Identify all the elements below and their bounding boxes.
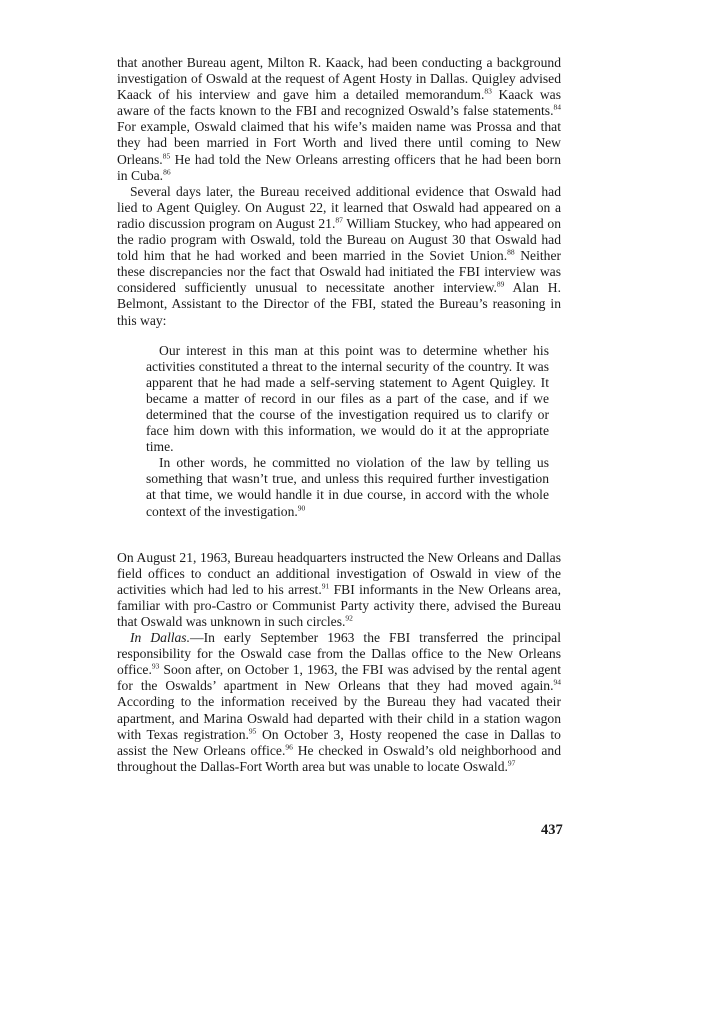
footnote-marker: 96 bbox=[285, 742, 293, 752]
block-quote bbox=[146, 343, 549, 520]
body-paragraph bbox=[117, 630, 561, 775]
footnote-marker: 89 bbox=[496, 279, 505, 289]
text-run: Our interest in this man at this point was to determine whether his activities constituted a threat to the internal security of the country. It was apparent that he had made a self-serving statement to Agent Quigley. It became a matter of record in our files as a part of the case, and if we determined that the course of the investigation required us to clarify or face him down with this information, we would do it at the appropriate time. bbox=[146, 342, 549, 455]
footnote-marker: 84 bbox=[553, 102, 561, 112]
footnote-marker: 95 bbox=[248, 726, 257, 736]
footnote-marker: 91 bbox=[321, 581, 330, 591]
text-run: In other words, he committed no violation of the law by telling us something that wasn’t true, and unless this required further investigation at that time, we would handle it in due course, in accord with the whole context of the investigation. bbox=[146, 455, 549, 519]
section-heading-inline: In Dallas. bbox=[130, 630, 190, 646]
body-paragraph bbox=[117, 550, 561, 630]
text-run: On August 21, 1963, Bureau headquarters instructed the New Orleans and Dallas field offices to conduct an additional investigation of Oswald in view of the activities which had led to his arrest. bbox=[117, 549, 561, 597]
page-number: 437 bbox=[541, 822, 563, 838]
text-run: On October 3, Hosty reopened the case in Dallas to assist the New Orleans office. bbox=[117, 726, 561, 758]
quote-paragraph bbox=[146, 343, 549, 456]
text-run: Neither these discrepancies nor the fact that Oswald had initiated the FBI interview was considered sufficiently unusual to necessitate another interview. bbox=[117, 248, 561, 296]
footnote-marker: 90 bbox=[297, 503, 306, 512]
footnote-marker: 85 bbox=[162, 151, 171, 161]
text-run: He had told the New Orleans arresting officers that he had been born in Cuba. bbox=[117, 151, 561, 183]
text-run: According to the information received by the Bureau they had vacated their apartment, and Marina Oswald had departed with their child in a station wagon with Texas registration. bbox=[117, 694, 561, 742]
text-run: Alan H. Belmont, Assistant to the Director of the FBI, stated the Bureau’s reasoning in this way: bbox=[117, 280, 561, 328]
text-run: Kaack was aware of the facts known to the FBI and recognized Oswald’s false statements. bbox=[117, 87, 562, 119]
body-paragraph bbox=[117, 184, 561, 329]
footnote-marker: 94 bbox=[553, 677, 561, 687]
footnote-marker: 92 bbox=[345, 613, 353, 623]
text-run: that another Bureau agent, Milton R. Kaack, had been conducting a background investigation of Oswald at the request of Agent Hosty in Dallas. Quigley advised Kaack of his interview and gave him a detailed memorandum. bbox=[117, 55, 561, 103]
quote-paragraph bbox=[146, 455, 549, 519]
text-run: FBI informants in the New Orleans area, familiar with pro-Castro or Communist Party activity there, advised the Bureau that Oswald was unknown in such circles. bbox=[117, 581, 561, 629]
text-run: William Stuckey, who had appeared on the radio program with Oswald, told the Bureau on August 30 that Oswald had told him that he had worked and been married in the Soviet Union. bbox=[117, 215, 562, 264]
text-run: For example, Oswald claimed that his wife’s maiden name was Prossa and that they had been married in Fort Worth and lived there until coming to New Orleans. bbox=[117, 119, 561, 167]
text-run: Several days later, the Bureau received additional evidence that Oswald had lied to Agent Quigley. On August 22, it learned that Oswald had appeared on a radio discussion program on August 21. bbox=[117, 183, 561, 231]
body-paragraph bbox=[117, 55, 561, 184]
text-run: He checked in Oswald’s old neighborhood and throughout the Dallas-Fort Worth area but was unable to locate Oswald. bbox=[117, 742, 561, 774]
footnote-marker: 88 bbox=[507, 247, 515, 257]
footnote-marker: 87 bbox=[335, 215, 343, 225]
document-page bbox=[117, 55, 561, 775]
text-run: Soon after, on October 1, 1963, the FBI was advised by the rental agent for the Oswalds’ apartment in New Orleans that they had moved again. bbox=[117, 662, 561, 694]
footnote-marker: 83 bbox=[484, 86, 492, 96]
footnote-marker: 93 bbox=[151, 661, 160, 671]
footnote-marker: 97 bbox=[507, 758, 516, 768]
footnote-marker: 86 bbox=[163, 167, 171, 177]
text-run: —In early September 1963 the FBI transferred the principal responsibility for the Oswald case from the Dallas office to the New Orleans office. bbox=[117, 630, 561, 678]
